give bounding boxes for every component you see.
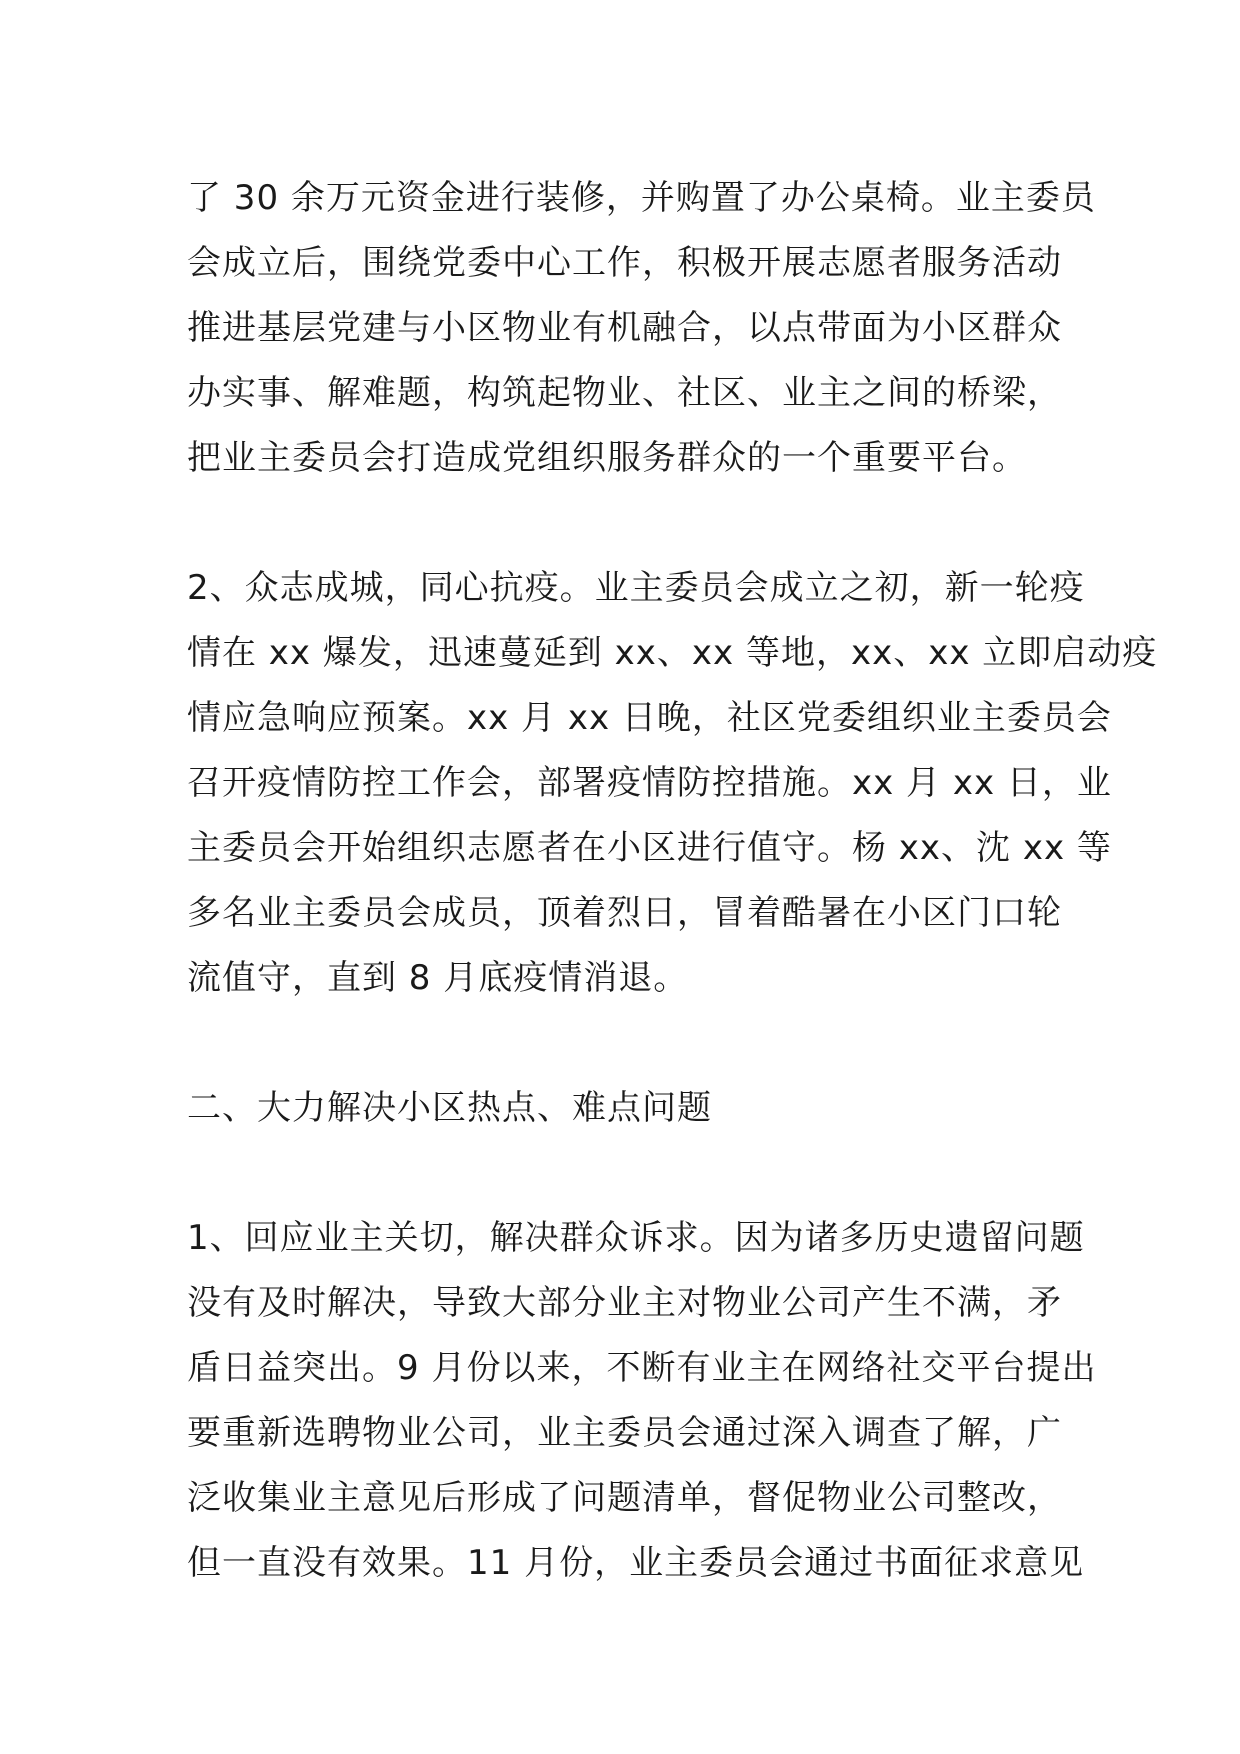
paragraph-line: 召开疫情防控工作会，部署疫情防控措施。xx 月 xx 日，业 (187, 763, 1112, 803)
paragraph-line: 了 30 余万元资金进行装修，并购置了办公桌椅。业主委员 (187, 178, 1096, 218)
paragraph-line: 情在 xx 爆发，迅速蔓延到 xx、xx 等地，xx、xx 立即启动疫 (187, 633, 1158, 673)
paragraph-line: 办实事、解难题，构筑起物业、社区、业主之间的桥梁， (187, 373, 1062, 413)
paragraph-line: 流值守，直到 8 月底疫情消退。 (187, 958, 689, 998)
paragraph-line: 要重新选聘物业公司，业主委员会通过深入调查了解，广 (187, 1413, 1062, 1453)
paragraph-line: 盾日益突出。9 月份以来，不断有业主在网络社交平台提出 (187, 1348, 1097, 1388)
paragraph-line: 会成立后，围绕党委中心工作，积极开展志愿者服务活动 (187, 243, 1062, 283)
paragraph-line: 情应急响应预案。xx 月 xx 日晚，社区党委组织业主委员会 (187, 698, 1112, 738)
paragraph-line: 推进基层党建与小区物业有机融合，以点带面为小区群众 (187, 308, 1062, 348)
paragraph-line: 没有及时解决，导致大部分业主对物业公司产生不满，矛 (187, 1283, 1062, 1323)
paragraph-line: 泛收集业主意见后形成了问题清单，督促物业公司整改， (187, 1478, 1062, 1518)
paragraph-line: 多名业主委员会成员，顶着烈日，冒着酷暑在小区门口轮 (187, 893, 1062, 933)
paragraph-line: 把业主委员会打造成党组织服务群众的一个重要平台。 (187, 438, 1027, 478)
paragraph-line: 主委员会开始组织志愿者在小区进行值守。杨 xx、沈 xx 等 (187, 828, 1112, 868)
paragraph-line: 2、众志成城，同心抗疫。业主委员会成立之初，新一轮疫 (187, 568, 1085, 608)
paragraph-line: 1、回应业主关切，解决群众诉求。因为诸多历史遗留问题 (187, 1218, 1085, 1258)
section-heading: 二、大力解决小区热点、难点问题 (187, 1088, 712, 1128)
paragraph-line: 但一直没有效果。11 月份，业主委员会通过书面征求意见 (187, 1543, 1085, 1583)
